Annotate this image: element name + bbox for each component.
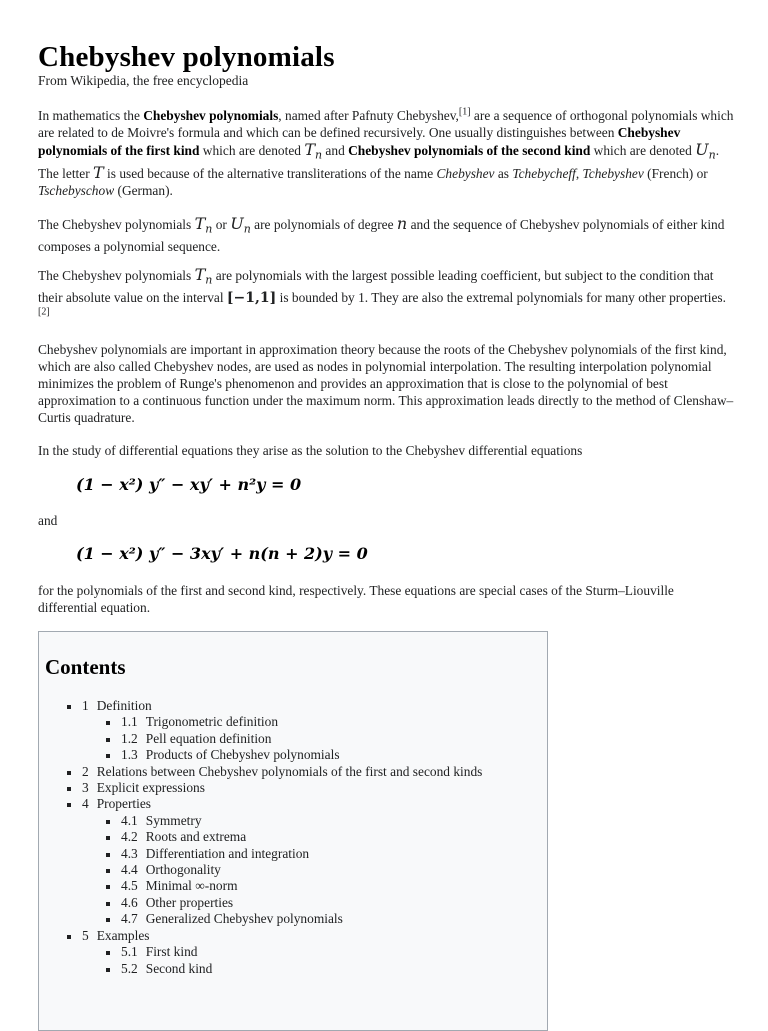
toc-subitem-label: Trigonometric definition [145, 714, 279, 730]
reference-1-link[interactable]: [1] [458, 106, 471, 118]
toc-subitem[interactable] [121, 747, 552, 763]
toc-subitem[interactable] [121, 944, 552, 960]
toc-sublist [82, 813, 552, 928]
toc-subitem[interactable] [121, 846, 552, 862]
toc-subitem-number: 4.1 [121, 812, 138, 828]
toc-item-label: Explicit expressions [96, 780, 205, 796]
toc-subitem-number: 1.3 [121, 747, 138, 763]
toc-subitem-number: 4.5 [121, 878, 138, 894]
toc-item-label: Definition [96, 698, 152, 713]
math-interval: [−1,1] [226, 289, 277, 306]
intro-paragraph-5: In the study of differential equations they arise as the solution to the Chebyshev differential equations [38, 443, 583, 458]
intro-paragraph-6: for the polynomials of the first and second kind, respectively. These equations are special cases of the Sturm–Liouville differential equation. [38, 583, 674, 615]
toc-subitem-label: Symmetry [145, 812, 202, 828]
toc-item-label: Properties [96, 796, 151, 812]
page-title: Chebyshev polynomials [38, 41, 335, 73]
toc-subitem[interactable] [121, 961, 552, 977]
toc-subitem-number: 4.7 [121, 911, 138, 927]
toc-subitem-label: First kind [145, 944, 198, 960]
toc-subitem[interactable] [121, 911, 552, 927]
toc-subitem[interactable] [121, 813, 552, 829]
toc-item-number: 5 [82, 927, 89, 943]
site-tagline: From Wikipedia, the free encyclopedia [38, 73, 249, 88]
toc-subitem-label: Minimal ∞-norm [145, 878, 238, 894]
toc-subitem[interactable] [121, 731, 552, 747]
equation-second-kind: (1 − x²) y″ − 3xy′ + n(n + 2)y = 0 [76, 544, 368, 563]
toc-list [82, 698, 552, 977]
toc-subitem[interactable] [121, 829, 552, 845]
toc-item[interactable] [82, 928, 552, 944]
toc-sublist [82, 944, 552, 977]
toc-subitem-number: 4.4 [121, 862, 138, 878]
toc-subitem-number: 1.2 [121, 730, 138, 746]
toc-subitem-label: Differentiation and integration [145, 845, 310, 861]
math-T: T [304, 140, 315, 159]
toc-subitem[interactable] [121, 714, 552, 730]
toc-item-number: 3 [82, 780, 89, 796]
toc-item-number: 1 [82, 698, 89, 713]
toc-heading: Contents [45, 655, 126, 679]
toc-item-label: Examples [96, 927, 150, 943]
intro-paragraph-1: In mathematics the Chebyshev polynomials, named after Pafnuty Chebyshev,[1] are a sequence of orthogonal polynomials which are related to de Moivre's formula and which can be defined recursively. One usually distinguishes between Chebyshev polynomials of the first kind which are denoted $T_n$ and Chebyshev polynomials of the second kind which are denoted $U_n$. The letter T is used because of the alternative transliterations of the name Chebyshev as Tchebycheff, Tchebyshev (French) or Tschebyschow (German). [38, 106, 734, 198]
conjunction-text: and [38, 513, 58, 528]
toc-subitem-number: 5.1 [121, 944, 138, 960]
toc-item-number: 4 [82, 796, 89, 812]
toc-subitem-label: Other properties [145, 894, 234, 910]
toc-item[interactable] [82, 698, 552, 714]
toc-subitem-label: Products of Chebyshev polynomials [145, 747, 340, 763]
reference-2-link[interactable]: [2] [38, 306, 50, 318]
toc-item[interactable] [82, 764, 552, 780]
intro-paragraph-2: The Chebyshev polynomials $T_n$ or $U_n$ are polynomials of degree n and the sequence of Chebyshev polynomials of either kind composes a polynomial sequence. [38, 214, 725, 254]
toc-sublist [82, 714, 552, 763]
toc-subitem[interactable] [121, 878, 552, 894]
toc-item-label: Relations between Chebyshev polynomials of the first and second kinds [96, 763, 483, 779]
toc-subitem-number: 4.3 [121, 845, 138, 861]
toc-subitem-label: Roots and extrema [145, 829, 247, 845]
toc-subitem-number: 5.2 [121, 960, 138, 976]
toc-subitem-number: 4.2 [121, 829, 138, 845]
toc-subitem-label: Orthogonality [145, 862, 221, 878]
toc-subitem[interactable] [121, 895, 552, 911]
table-of-contents [38, 631, 548, 1031]
toc-subitem-number: 4.6 [121, 894, 138, 910]
toc-item[interactable] [82, 796, 552, 812]
toc-subitem-label: Generalized Chebyshev polynomials [145, 911, 343, 927]
equation-first-kind: (1 − x²) y″ − xy′ + n²y = 0 [76, 475, 302, 494]
intro-paragraph-3: The Chebyshev polynomials $T_n$ are polynomials with the largest possible leading coefficient, but subject to the condition that their absolute value on the interval [−1,1] is bounded by 1. They are also the extremal polynomials for many other properties.[2] [38, 265, 726, 318]
intro-paragraph-4: Chebyshev polynomials are important in approximation theory because the roots of the Chebyshev polynomials of the first kind, which are also called Chebyshev nodes, are used as nodes in polynomial interpolation. The resulting interpolation polynomial minimizes the problem of Runge's phenomenon and provides an approximation that is close to the polynomial of best approximation to a continuous function under the maximum norm. This approximation leads directly to the method of Clenshaw–Curtis quadrature. [38, 342, 734, 425]
toc-item-number: 2 [82, 763, 89, 779]
toc-subitem[interactable] [121, 862, 552, 878]
toc-subitem-number: 1.1 [121, 714, 138, 730]
toc-subitem-label: Second kind [145, 960, 213, 976]
toc-item[interactable] [82, 780, 552, 796]
toc-subitem-label: Pell equation definition [145, 730, 272, 746]
math-U: U [695, 140, 709, 159]
